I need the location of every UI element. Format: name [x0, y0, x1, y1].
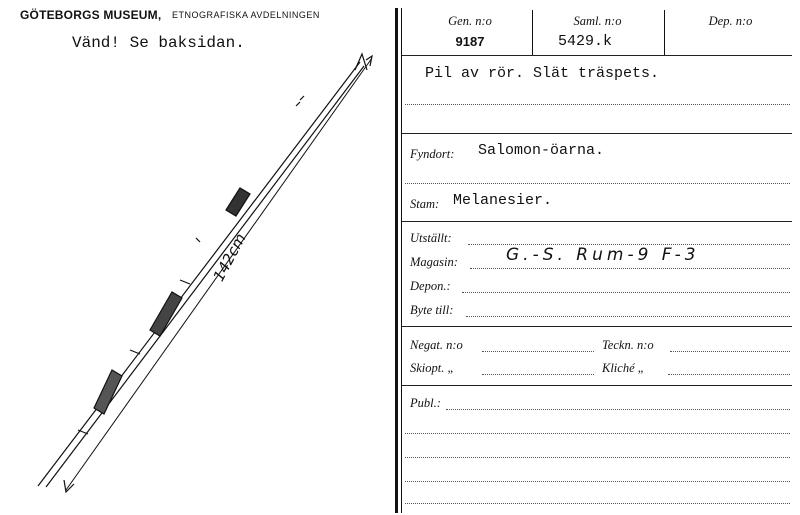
publ-line-3 [405, 457, 790, 458]
museum-name: GÖTEBORGS MUSEUM, [20, 8, 162, 22]
stam-label: Stam: [410, 197, 440, 211]
byte-line [466, 316, 790, 317]
images-bottom-line [402, 385, 792, 386]
magasin-line [470, 268, 790, 269]
byte-label: Byte till: [410, 303, 454, 317]
header-divider-2 [664, 10, 665, 55]
magasin-value: G.-S. Rum-9 F-3 [506, 245, 700, 265]
negat-line [482, 351, 594, 352]
description-line-2 [405, 104, 790, 105]
publ-line-4 [405, 481, 790, 482]
depon-label: Depon.: [410, 279, 451, 293]
fyndort-value: Salomon-öarna. [478, 142, 605, 159]
card-left-border [395, 8, 398, 513]
department-name: ETNOGRAFISKA AVDELNINGEN [172, 10, 320, 20]
arrow-drawing [0, 40, 396, 510]
gen-number-value: 9187 [455, 34, 485, 49]
fyndort-label: Fyndort: [410, 147, 455, 161]
utstallt-label: Utställt: [410, 231, 452, 245]
stam-bottom-line [402, 221, 792, 222]
teckn-label: Teckn. n:o [602, 338, 654, 352]
fyndort-line-2 [405, 183, 790, 184]
depon-line [462, 292, 790, 293]
storage-bottom-line [402, 326, 792, 327]
magasin-label: Magasin: [410, 255, 458, 269]
description-text: Pil av rör. Slät träspets. [425, 65, 660, 82]
header-divider-1 [532, 10, 533, 55]
dep-number-label: Dep. n:o [708, 14, 753, 28]
turn-over-note: Vänd! Se baksidan. [72, 34, 245, 52]
description-bottom-line [402, 133, 792, 134]
saml-number-label: Saml. n:o [573, 14, 622, 28]
publ-label: Publ.: [410, 396, 441, 410]
length-label: 142cm [209, 230, 250, 285]
skiopt-label: Skiopt. „ [410, 361, 455, 375]
cliche-line [668, 374, 790, 375]
publ-line-1 [446, 409, 790, 410]
header-bottom-line [402, 55, 792, 56]
publ-line-5 [405, 503, 790, 504]
skiopt-line [482, 374, 594, 375]
teckn-line [670, 351, 790, 352]
negat-label: Negat. n:o [410, 338, 463, 352]
saml-number-value: 5429.k [558, 33, 613, 50]
publ-line-2 [405, 433, 790, 434]
gen-number-label: Gen. n:o [448, 14, 492, 28]
stam-value: Melanesier. [453, 192, 553, 209]
cliche-label: Kliché „ [602, 361, 645, 375]
card-left-border-inner [401, 8, 402, 513]
